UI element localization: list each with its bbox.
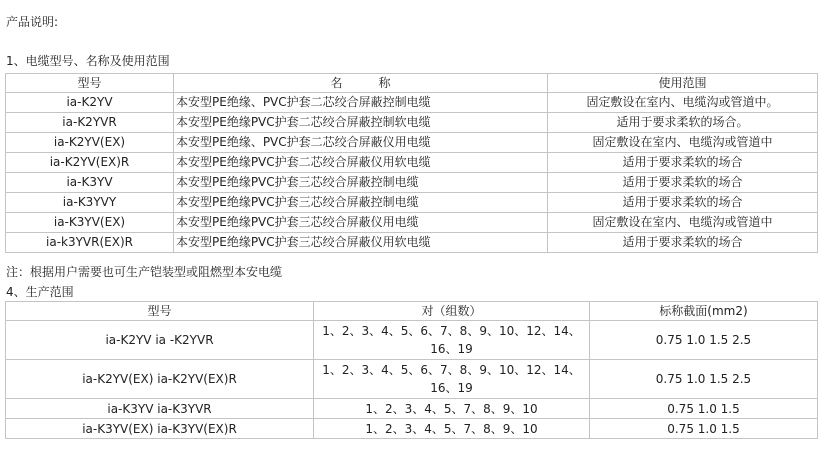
table-row <box>6 93 818 113</box>
table-row <box>6 213 818 233</box>
cell-pairs: 1、2、3、4、5、7、8、9、10 <box>314 419 590 439</box>
cell-usage: 固定敷设在室内、电缆沟或管道中。 <box>548 93 818 113</box>
cell-model: ia-K2YV(EX) ia-K2YV(EX)R <box>6 360 314 399</box>
cell-model: ia-K3YV(EX) <box>6 213 174 233</box>
cell-name: 本安型PE绝缘PVC护套三芯绞合屏蔽控制电缆 <box>174 193 548 213</box>
cell-model: ia-K2YV ia -K2YVR <box>6 321 314 360</box>
table-header-row <box>6 74 818 93</box>
cell-model: ia-K2YV(EX)R <box>6 153 174 173</box>
cell-name: 本安型PE绝缘PVC护套二芯绞合屏蔽仪用软电缆 <box>174 153 548 173</box>
table-header-row <box>6 302 818 321</box>
cell-model: ia-K3YV(EX) ia-K3YV(EX)R <box>6 419 314 439</box>
column-header-model: 型号 <box>6 302 314 321</box>
column-header-name: 名 称 <box>174 74 548 93</box>
column-header-pairs: 对（组数） <box>314 302 590 321</box>
page-heading: 产品说明: <box>6 15 59 29</box>
cell-cross-section: 0.75 1.0 1.5 2.5 <box>590 321 818 360</box>
cell-cross-section: 0.75 1.0 1.5 <box>590 399 818 419</box>
cell-pairs: 1、2、3、4、5、6、7、8、9、10、12、14、16、19 <box>314 360 590 399</box>
cell-usage: 适用于要求柔软的场合。 <box>548 113 818 133</box>
cell-pairs: 1、2、3、4、5、6、7、8、9、10、12、14、16、19 <box>314 321 590 360</box>
table-row <box>6 153 818 173</box>
cell-cross-section: 0.75 1.0 1.5 <box>590 419 818 439</box>
cell-usage: 固定敷设在室内、电缆沟或管道中 <box>548 133 818 153</box>
cell-name: 本安型PE绝缘、PVC护套二芯绞合屏蔽仪用电缆 <box>174 133 548 153</box>
cell-name: 本安型PE绝缘PVC护套三芯绞合屏蔽仪用软电缆 <box>174 233 548 253</box>
cell-model: ia-K3YV ia-K3YVR <box>6 399 314 419</box>
cell-pairs: 1、2、3、4、5、7、8、9、10 <box>314 399 590 419</box>
cell-model: ia-K3YVY <box>6 193 174 213</box>
cell-model: ia-K3YV <box>6 173 174 193</box>
table-row <box>6 133 818 153</box>
table-row <box>6 399 818 419</box>
cell-name: 本安型PE绝缘PVC护套三芯绞合屏蔽仪用电缆 <box>174 213 548 233</box>
cell-model: ia-k3YVR(EX)R <box>6 233 174 253</box>
cable-model-table <box>5 73 818 253</box>
cell-name: 本安型PE绝缘PVC护套三芯绞合屏蔽控制电缆 <box>174 173 548 193</box>
table-row <box>6 321 818 360</box>
section1-title: 1、电缆型号、名称及使用范围 <box>6 54 170 68</box>
note-text: 注：根据用户需要也可生产铠装型或阻燃型本安电缆 <box>6 265 283 279</box>
cell-model: ia-K2YVR <box>6 113 174 133</box>
table-row <box>6 173 818 193</box>
column-header-cross-section: 标称截面(mm2) <box>590 302 818 321</box>
table-row <box>6 113 818 133</box>
cell-cross-section: 0.75 1.0 1.5 2.5 <box>590 360 818 399</box>
cell-usage: 适用于要求柔软的场合 <box>548 173 818 193</box>
column-header-usage: 使用范围 <box>548 74 818 93</box>
table-row <box>6 360 818 399</box>
table-row <box>6 419 818 439</box>
cell-usage: 适用于要求柔软的场合 <box>548 153 818 173</box>
column-header-model: 型号 <box>6 74 174 93</box>
production-range-table <box>5 301 818 439</box>
table-row <box>6 193 818 213</box>
section4-title: 4、生产范围 <box>6 285 74 299</box>
cell-usage: 固定敷设在室内、电缆沟或管道中 <box>548 213 818 233</box>
table-row <box>6 233 818 253</box>
cell-name: 本安型PE绝缘、PVC护套二芯绞合屏蔽控制电缆 <box>174 93 548 113</box>
cell-usage: 适用于要求柔软的场合 <box>548 233 818 253</box>
cell-usage: 适用于要求柔软的场合 <box>548 193 818 213</box>
cell-model: ia-K2YV <box>6 93 174 113</box>
cell-model: ia-K2YV(EX) <box>6 133 174 153</box>
cell-name: 本安型PE绝缘PVC护套二芯绞合屏蔽控制软电缆 <box>174 113 548 133</box>
